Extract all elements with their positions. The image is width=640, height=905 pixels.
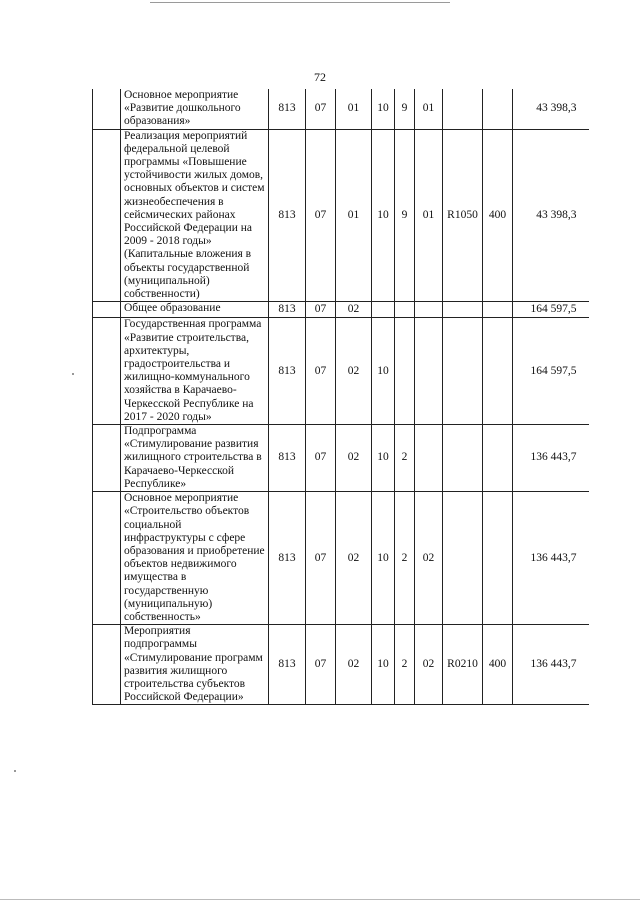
cell-rz: 07 [306, 302, 336, 318]
cell-code: R1050 [443, 129, 483, 302]
cell-amount: 43 398,3 [513, 89, 589, 129]
scan-artifact-top-line [150, 2, 450, 3]
cell-p1 [372, 302, 395, 318]
row-number-cell [93, 129, 121, 302]
cell-p1: 10 [372, 318, 395, 425]
cell-name: Основное мероприятие «Развитие дошкольного образования» [121, 89, 269, 129]
row-number-cell [93, 302, 121, 318]
cell-p2: 9 [395, 89, 415, 129]
cell-vr: 400 [483, 625, 513, 705]
cell-name: Государственная программа «Развитие строительства, архитектуры, градостроительства и жилищно-коммунального хозяйства в Карачаево-Черкесской Республике на 2017 - 2020 годы» [121, 318, 269, 425]
cell-amount: 136 443,7 [513, 492, 589, 625]
cell-p1: 10 [372, 129, 395, 302]
cell-rz: 07 [306, 425, 336, 492]
scan-artifact-dot [72, 373, 74, 375]
cell-amount: 164 597,5 [513, 302, 589, 318]
cell-rz: 07 [306, 492, 336, 625]
cell-ved: 813 [269, 425, 306, 492]
cell-ved: 813 [269, 89, 306, 129]
cell-p3 [415, 318, 443, 425]
cell-p1: 10 [372, 89, 395, 129]
table-row [93, 318, 589, 425]
cell-p2: 2 [395, 425, 415, 492]
cell-p3: 02 [415, 492, 443, 625]
row-number-cell [93, 625, 121, 705]
cell-p2 [395, 302, 415, 318]
cell-rz: 07 [306, 129, 336, 302]
cell-vr [483, 302, 513, 318]
cell-p2: 2 [395, 492, 415, 625]
cell-ved: 813 [269, 318, 306, 425]
row-number-cell [93, 425, 121, 492]
cell-rz: 07 [306, 318, 336, 425]
cell-rz: 07 [306, 89, 336, 129]
cell-name: Подпрограмма «Стимулирование развития жилищного строительства в Карачаево-Черкесской Республике» [121, 425, 269, 492]
cell-p2 [395, 318, 415, 425]
budget-table [92, 89, 589, 705]
cell-p1: 10 [372, 425, 395, 492]
cell-ved: 813 [269, 625, 306, 705]
cell-ved: 813 [269, 129, 306, 302]
cell-p2: 9 [395, 129, 415, 302]
cell-name: Реализация мероприятий федеральной целевой программы «Повышение устойчивости жилых домов, основных объектов и систем жизнеобеспечения в сейсмических районах Российской Федерации на 2009 - 2018 годы» (Капитальные вложения в объекты государственной (муниципальной) собственности) [121, 129, 269, 302]
table-row [93, 89, 589, 129]
cell-name: Основное мероприятие «Строительство объектов социальной инфраструктуры с сфере образования и приобретение объектов недвижимого имущества в государственную (муниципальную) собственность» [121, 492, 269, 625]
cell-amount: 164 597,5 [513, 318, 589, 425]
cell-p3 [415, 425, 443, 492]
row-number-cell [93, 89, 121, 129]
cell-p3: 01 [415, 89, 443, 129]
cell-pr: 02 [336, 625, 372, 705]
cell-amount: 136 443,7 [513, 425, 589, 492]
cell-rz: 07 [306, 625, 336, 705]
table-row [93, 625, 589, 705]
cell-p1: 10 [372, 492, 395, 625]
cell-pr: 01 [336, 129, 372, 302]
cell-name: Мероприятия подпрограммы «Стимулирование программ развития жилищного строительства субъектов Российской Федерации» [121, 625, 269, 705]
table-row [93, 425, 589, 492]
cell-pr: 02 [336, 302, 372, 318]
row-number-cell [93, 492, 121, 625]
scan-artifact-bottom-line [0, 899, 640, 900]
scan-artifact-dot [14, 770, 16, 772]
cell-pr: 02 [336, 492, 372, 625]
cell-p1: 10 [372, 625, 395, 705]
cell-code [443, 318, 483, 425]
page-number: 72 [314, 70, 326, 84]
cell-vr [483, 89, 513, 129]
cell-ved: 813 [269, 302, 306, 318]
cell-vr [483, 425, 513, 492]
cell-pr: 02 [336, 318, 372, 425]
cell-code: R0210 [443, 625, 483, 705]
cell-vr [483, 318, 513, 425]
cell-p2: 2 [395, 625, 415, 705]
cell-amount: 43 398,3 [513, 129, 589, 302]
cell-amount: 136 443,7 [513, 625, 589, 705]
cell-pr: 02 [336, 425, 372, 492]
cell-pr: 01 [336, 89, 372, 129]
cell-p3: 02 [415, 625, 443, 705]
cell-p3: 01 [415, 129, 443, 302]
cell-code [443, 492, 483, 625]
cell-name: Общее образование [121, 302, 269, 318]
cell-code [443, 89, 483, 129]
cell-code [443, 302, 483, 318]
table-row [93, 129, 589, 302]
cell-ved: 813 [269, 492, 306, 625]
table-row [93, 302, 589, 318]
cell-p3 [415, 302, 443, 318]
table-row [93, 492, 589, 625]
cell-code [443, 425, 483, 492]
cell-vr [483, 492, 513, 625]
row-number-cell [93, 318, 121, 425]
cell-vr: 400 [483, 129, 513, 302]
table-body [93, 89, 589, 705]
